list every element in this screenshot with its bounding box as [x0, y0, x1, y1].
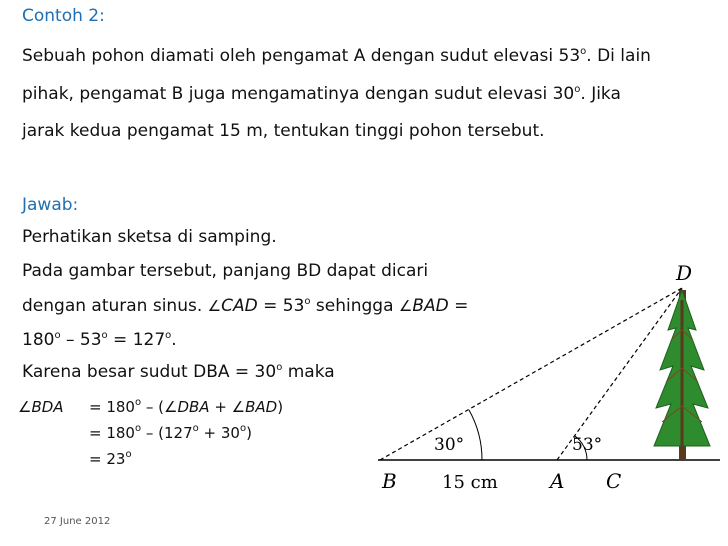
calc-lhs: ∠BDA: [18, 398, 64, 416]
answer-line-5: Karena besar sudut DBA = $30^o$ maka: [22, 362, 335, 382]
label-b: B: [382, 469, 397, 493]
calc-row-3: = $23^o$: [89, 449, 132, 468]
label-d: D: [676, 261, 693, 285]
angle-icon: ∠: [231, 398, 246, 416]
footer-date: 27 June 2012: [44, 516, 111, 527]
answer-line-3: dengan aturan sinus. ∠CAD = $53^o$ sehingga ∠BAD =: [22, 296, 469, 316]
angle-icon: ∠: [163, 398, 178, 416]
answer-line-1: Perhatikan sketsa di samping.: [22, 227, 277, 247]
problem-line-2: pihak, pengamat B juga mengamatinya dengan sudut elevasi 30$^o$. Jika: [22, 84, 621, 104]
label-distance: 15 cm: [442, 472, 498, 493]
problem-line-1: Sebuah pohon diamati oleh pengamat A dengan sudut elevasi 53$^o$. Di lain: [22, 46, 651, 66]
angle-icon: ∠: [18, 398, 32, 416]
calc-row-1: = $180^o$ – (∠DBA + ∠BAD): [89, 397, 284, 416]
sketch-figure: [370, 260, 726, 500]
label-c: C: [606, 469, 622, 493]
angle-icon: ∠: [398, 297, 413, 315]
answer-heading: Jawab:: [22, 195, 79, 215]
calc-row-2: = $180^o - (127^o + 30^o)$: [89, 423, 252, 442]
line-bd: [380, 288, 682, 460]
label-a: A: [550, 469, 565, 493]
example-heading: Contoh 2:: [22, 6, 105, 26]
answer-line-4: $180^o - 53^o = 127^o$.: [22, 330, 177, 350]
answer-line-2: Pada gambar tersebut, panjang BD dapat dicari: [22, 261, 429, 281]
label-angle-b: 30°: [434, 435, 465, 455]
angle-icon: ∠: [207, 297, 222, 315]
angle-arc-b: [469, 410, 482, 460]
problem-line-3: jarak kedua pengamat 15 m, tentukan tinggi pohon tersebut.: [22, 121, 545, 141]
label-angle-a: 53°: [572, 435, 603, 455]
